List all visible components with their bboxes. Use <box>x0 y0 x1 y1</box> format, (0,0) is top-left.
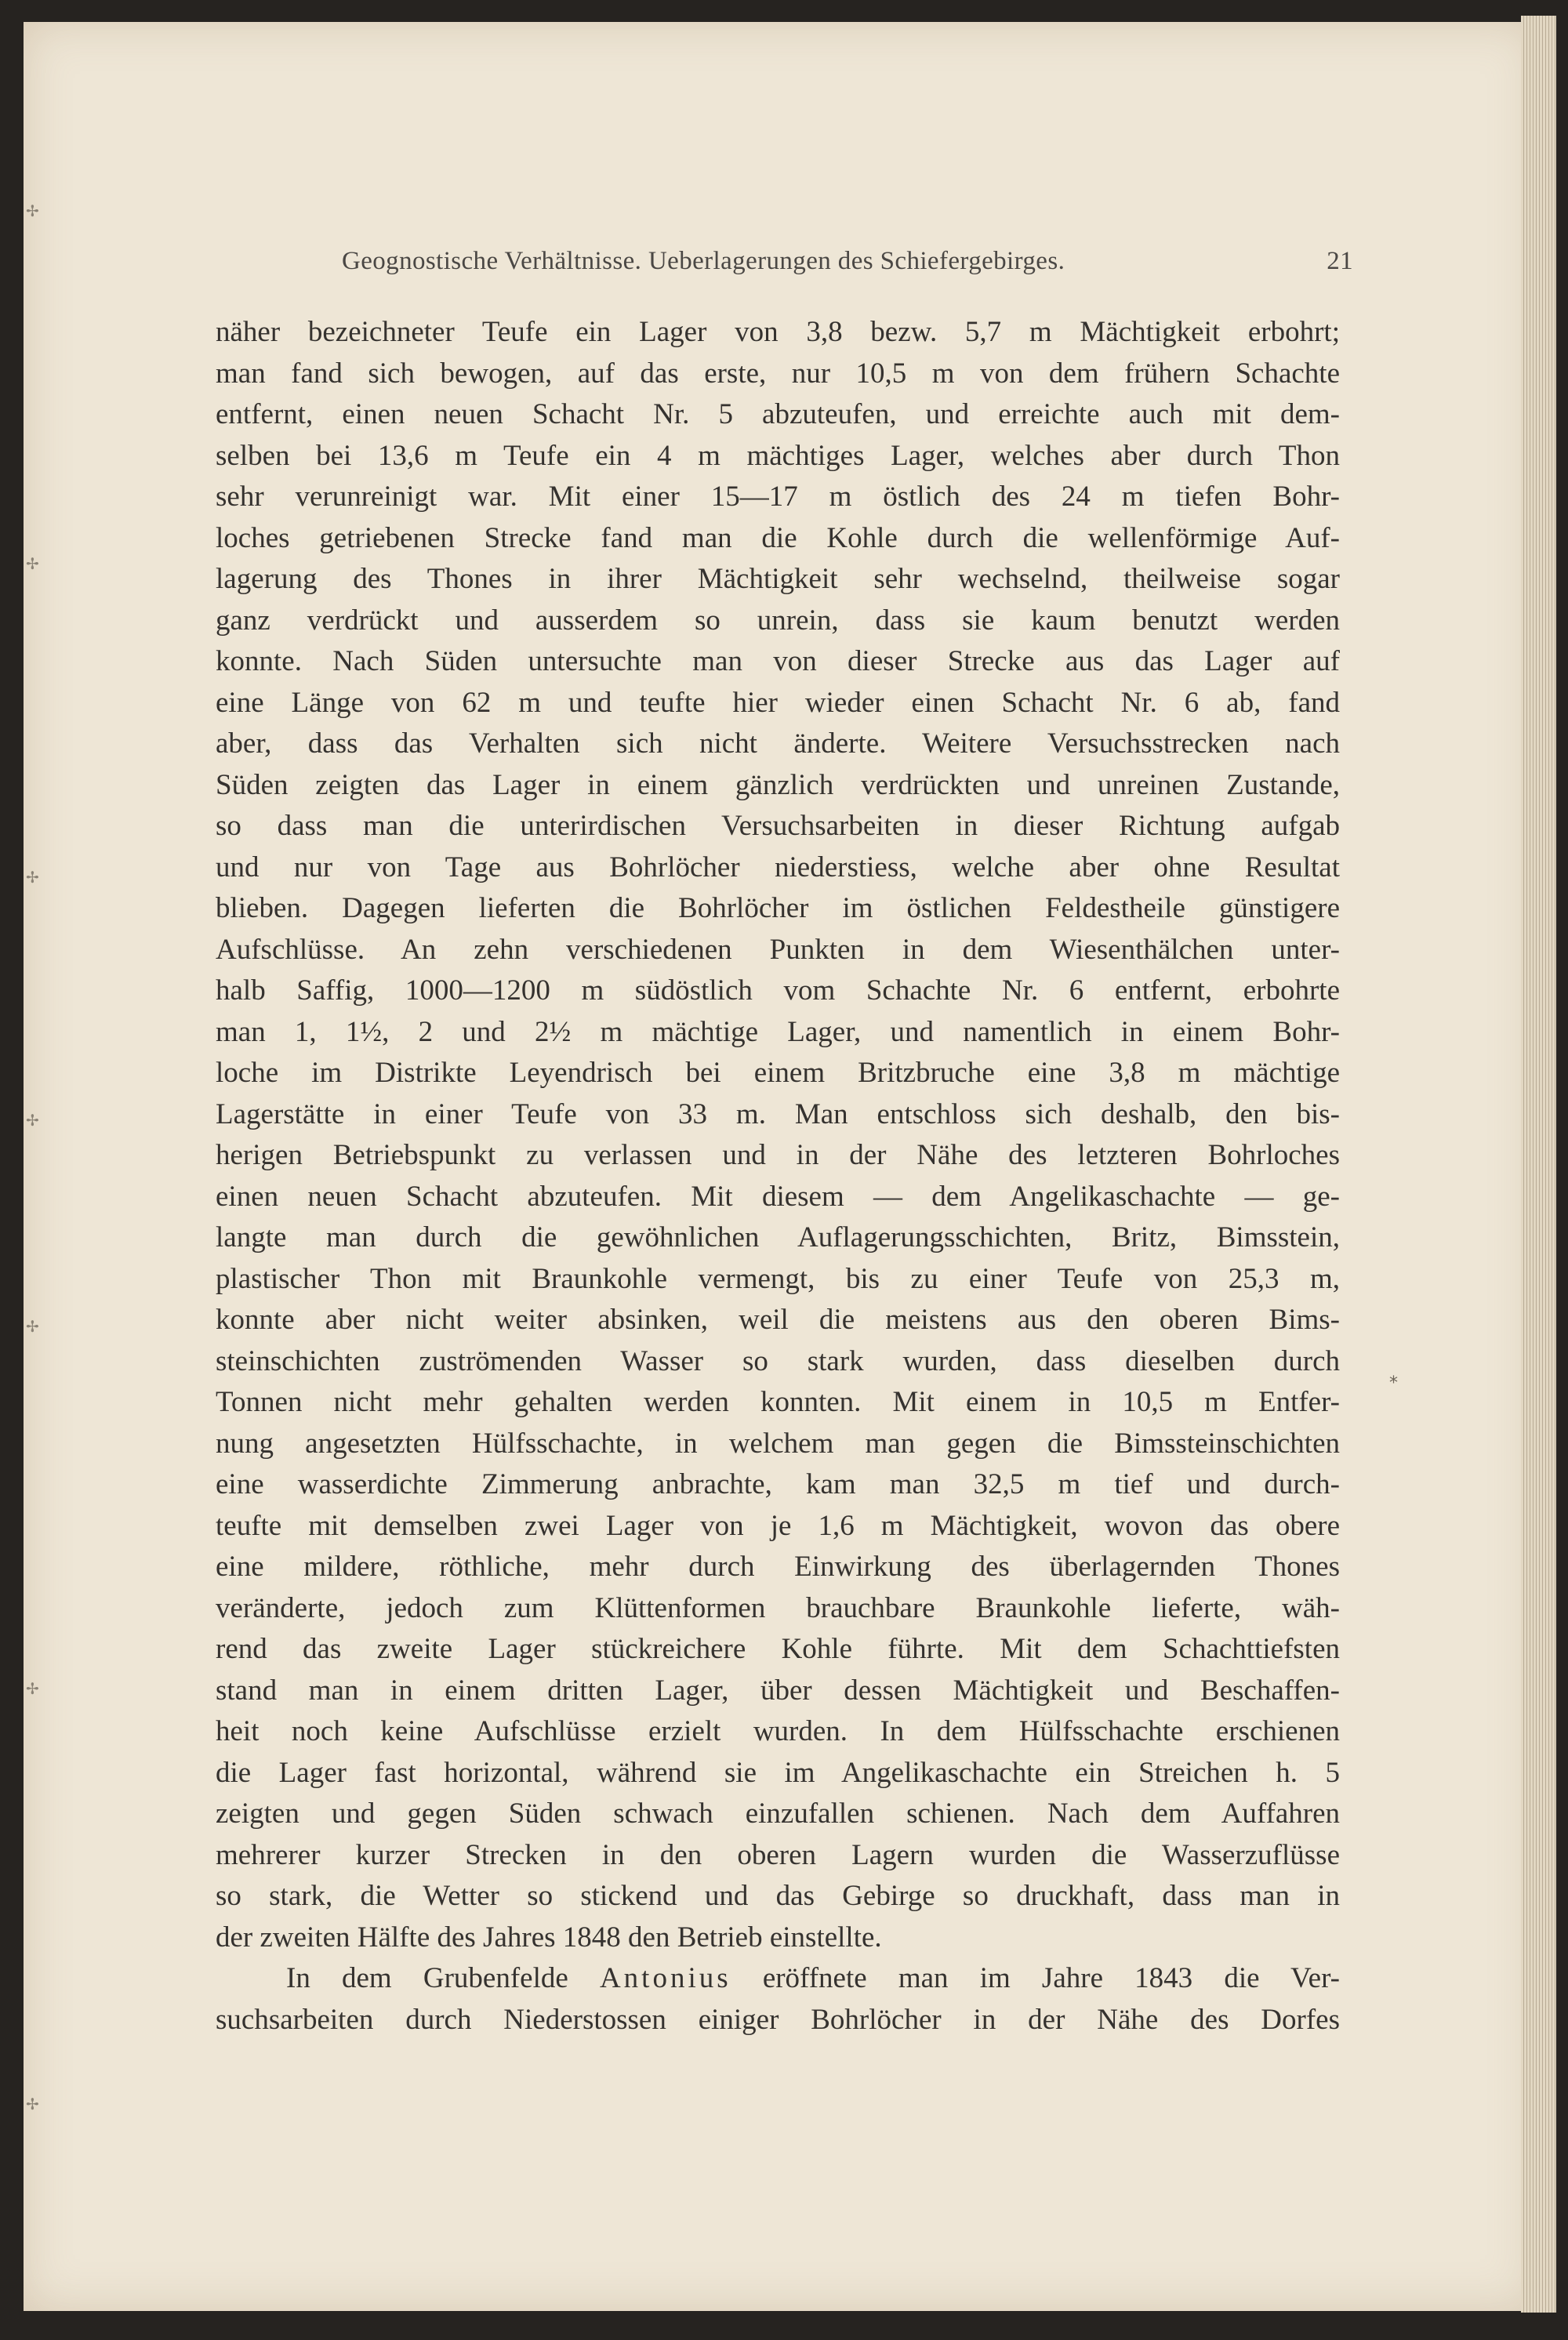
text-line: halb Saffig, 1000—1200 m südöstlich vom Schachte Nr. 6 entfernt, erbohrte <box>216 974 1340 1007</box>
text-line: konnte. Nach Süden untersuchte man von dieser Strecke aus das Lager auf <box>216 645 1340 677</box>
text-segment: eröffnete man im Jahre 1843 die Ver- <box>762 1962 1340 1994</box>
text-line: steinschichten zuströmenden Wasser so stark wurden, dass dieselben durch <box>216 1344 1340 1377</box>
text-line: sehr verunreinigt war. Mit einer 15—17 m östlich des 24 m tiefen Bohr- <box>216 481 1340 513</box>
text-line: heit noch keine Aufschlüsse erzielt wurden. In dem Hülfsschachte erschienen <box>216 1715 1340 1747</box>
text-line: man 1, 1½, 2 und 2½ m mächtige Lager, und namentlich in einem Bohr- <box>216 1015 1340 1048</box>
binding-mark: ✢ <box>26 201 39 220</box>
binding-mark: ✢ <box>26 1679 39 1698</box>
text-line: und nur von Tage aus Bohrlöcher niederstiess, welche aber ohne Resultat <box>216 851 1340 883</box>
text-line: rend das zweite Lager stückreichere Kohle führte. Mit dem Schachttiefsten <box>216 1633 1340 1665</box>
text-line: langte man durch die gewöhnlichen Auflagerungsschichten, Britz, Bimsstein, <box>216 1221 1340 1253</box>
text-line: aber, dass das Verhalten sich nicht änderte. Weitere Versuchsstrecken nach <box>216 727 1340 760</box>
field-name: Antonius <box>599 1962 731 1994</box>
binding-mark: ✢ <box>26 868 39 887</box>
page-edges <box>1521 16 1556 2313</box>
text-line: entfernt, einen neuen Schacht Nr. 5 abzuteufen, und erreichte auch mit dem- <box>216 398 1340 430</box>
binding-mark: ✢ <box>26 1111 39 1130</box>
text-line: ganz verdrückt und ausserdem so unrein, dass sie kaum benutzt werden <box>216 604 1340 637</box>
text-line: stand man in einem dritten Lager, über dessen Mächtigkeit und Beschaffen- <box>216 1674 1340 1707</box>
text-line: einen neuen Schacht abzuteufen. Mit diesem — dem Angelikaschachte — ge- <box>216 1180 1340 1213</box>
text-line: man fand sich bewogen, auf das erste, nur 10,5 m von dem frühern Schachte <box>216 357 1340 390</box>
text-line: konnte aber nicht weiter absinken, weil die meistens aus den oberen Bims- <box>216 1304 1340 1336</box>
text-line: lagerung des Thones in ihrer Mächtigkeit sehr wechselnd, theilweise sogar <box>216 563 1340 595</box>
text-line: so stark, die Wetter so stickend und das Gebirge so druckhaft, dass man in <box>216 1880 1340 1912</box>
paragraph-start-line <box>216 1958 1340 2000</box>
binding-mark: ✢ <box>26 1317 39 1336</box>
page-number: 21 <box>1327 247 1353 275</box>
text-line: loche im Distrikte Leyendrisch bei einem Britzbruche eine 3,8 m mächtige <box>216 1057 1340 1089</box>
text-line: zeigten und gegen Süden schwach einzufallen schienen. Nach dem Auffahren <box>216 1798 1340 1830</box>
text-line: so dass man die unterirdischen Versuchsarbeiten in dieser Richtung aufgab <box>216 810 1340 842</box>
text-line: der zweiten Hälfte des Jahres 1848 den Betrieb einstellte. <box>216 1921 882 1954</box>
text-line: Süden zeigten das Lager in einem gänzlich verdrückten und unreinen Zustande, <box>216 768 1340 801</box>
body-text <box>216 312 1340 2041</box>
text-line: eine wasserdichte Zimmerung anbrachte, kam man 32,5 m tief und durch- <box>216 1468 1340 1500</box>
binding-mark: ✢ <box>26 554 39 573</box>
text-line: mehrerer kurzer Strecken in den oberen Lagern wurden die Wasserzuflüsse <box>216 1838 1340 1871</box>
text-line: suchsarbeiten durch Niederstossen einiger Bohrlöcher in der Nähe des Dorfes <box>216 2003 1340 2036</box>
text-line: loches getriebenen Strecke fand man die Kohle durch die wellenförmige Auf- <box>216 521 1340 554</box>
text-line: teufte mit demselben zwei Lager von je 1,6 m Mächtigkeit, wovon das obere <box>216 1509 1340 1542</box>
header-title: Geognostische Verhältnisse. Ueberlagerungen des Schiefergebirges. <box>342 247 1065 275</box>
text-line: näher bezeichneter Teufe ein Lager von 3,8 bezw. 5,7 m Mächtigkeit erbohrt; <box>216 316 1340 348</box>
text-line: Aufschlüsse. An zehn verschiedenen Punkten in dem Wiesenthälchen unter- <box>216 933 1340 966</box>
running-header <box>342 245 1353 277</box>
text-line: Lagerstätte in einer Teufe von 33 m. Man entschloss sich deshalb, den bis- <box>216 1097 1340 1130</box>
text-line: herigen Betriebspunkt zu verlassen und in der Nähe des letzteren Bohrloches <box>216 1139 1340 1171</box>
text-line: die Lager fast horizontal, während sie im Angelikaschachte ein Streichen h. 5 <box>216 1756 1340 1789</box>
text-line: blieben. Dagegen lieferten die Bohrlöcher im östlichen Feldestheile günstigere <box>216 892 1340 924</box>
text-line: eine Länge von 62 m und teufte hier wieder einen Schacht Nr. 6 ab, fand <box>216 686 1340 719</box>
text-line: eine mildere, röthliche, mehr durch Einwirkung des überlagernden Thones <box>216 1551 1340 1583</box>
text-line: nung angesetzten Hülfsschachte, in welchem man gegen die Bimssteinschichten <box>216 1427 1340 1460</box>
binding-mark: ✢ <box>26 2095 39 2113</box>
text-line: plastischer Thon mit Braunkohle vermengt, bis zu einer Teufe von 25,3 m, <box>216 1262 1340 1295</box>
text-line: Tonnen nicht mehr gehalten werden konnten. Mit einem in 10,5 m Entfer- <box>216 1386 1340 1418</box>
text-line: veränderte, jedoch zum Klüttenformen brauchbare Braunkohle lieferte, wäh- <box>216 1591 1340 1624</box>
margin-mark: ⁎ <box>1389 1368 1398 1388</box>
text-segment: In dem Grubenfelde <box>286 1962 568 1994</box>
text-line: selben bei 13,6 m Teufe ein 4 m mächtiges Lager, welches aber durch Thon <box>216 439 1340 472</box>
